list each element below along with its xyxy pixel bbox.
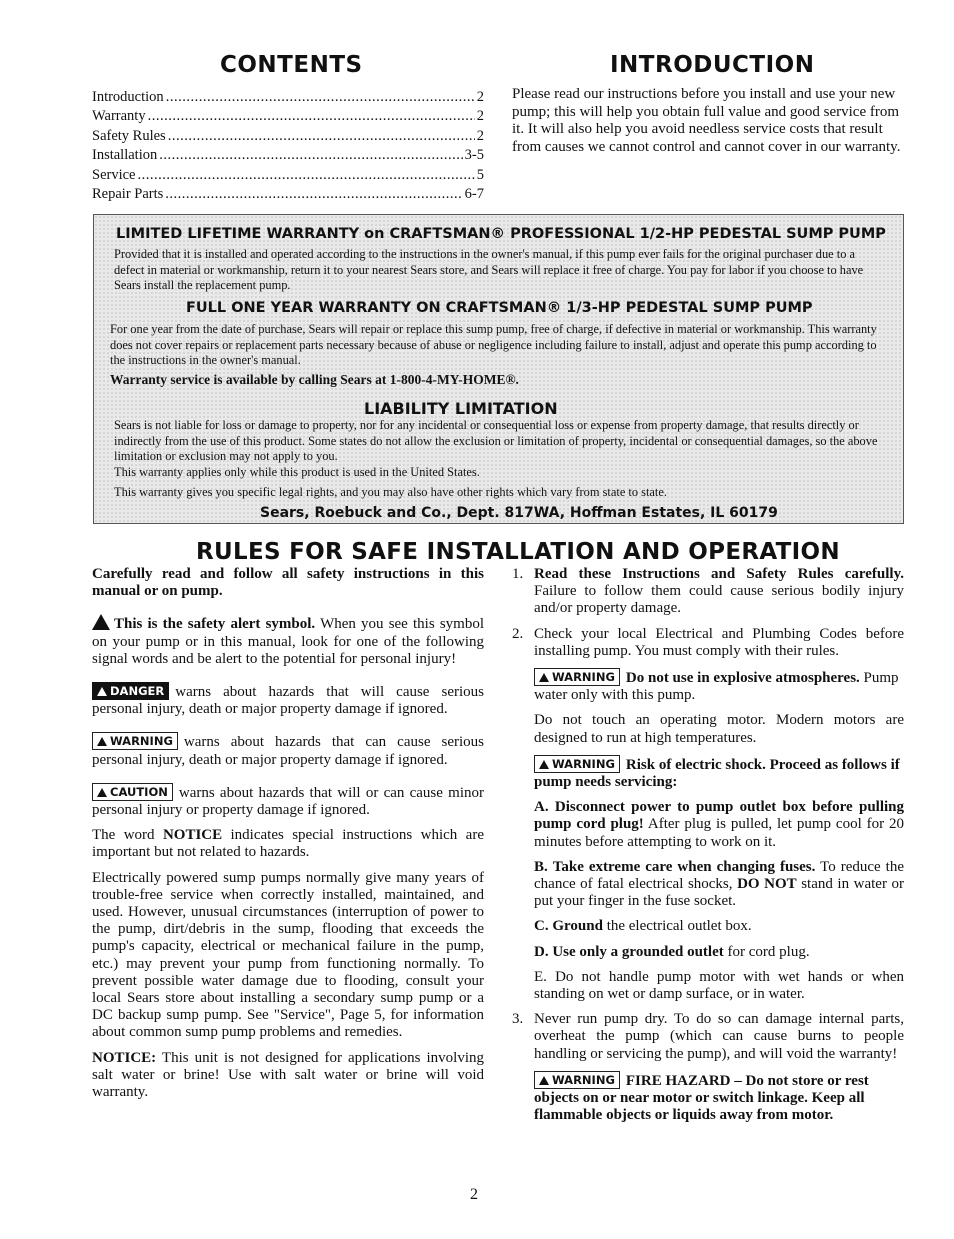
safety-intro: Carefully read and follow all safety instructions in this manual or on pump. — [92, 566, 484, 600]
rule-3: 3. Never run pump dry. To do so can damage internal parts, overheat the pump (which can cause burns to people handling or servicing the pump), and will void the warranty! — [512, 1011, 904, 1062]
motor-warning-text: Do not touch an operating motor. Modern motors are designed to run at high temperatures. — [534, 712, 904, 746]
warning-triangle-icon — [539, 1076, 549, 1085]
us-only-text: This warranty applies only while this product is used in the United States. — [114, 465, 480, 479]
liability-text: Sears is not liable for loss or damage to property, nor for any incidental or consequential loss or expense from property damage, that results directly or indirectly from the use of this product. Some states do not allow the exclusion or limitation of property, incidental or consequential damages, so the above limitation or exclusion may not apply to you. — [114, 418, 878, 464]
toc-entry-introduction: Introduction ..... 2 — [92, 88, 484, 107]
warning-fire-hazard: WARNING FIRE HAZARD – Do not store or rest objects on or near motor or switch linkage. Keep all flammable objects or liquids away from motor. — [534, 1072, 869, 1124]
warning-label: WARNING — [534, 755, 620, 773]
one-year-warranty-heading: FULL ONE YEAR WARRANTY ON CRAFTSMAN® 1/3-HP PEDESTAL SUMP PUMP — [186, 300, 813, 316]
warning-triangle-icon — [539, 673, 549, 682]
warning-explosive: WARNING Do not use in explosive atmospheres. Pump water only with this pump. — [534, 670, 899, 704]
warning-triangle-icon — [97, 737, 107, 746]
rule-1: 1. Read these Instructions and Safety Rules carefully. Failure to follow them could cause serious bodily injury and/or property damage. — [512, 566, 904, 617]
safety-alert-icon — [92, 614, 110, 630]
warning-triangle-icon — [539, 760, 549, 769]
warning-label: WARNING — [92, 732, 178, 750]
warning-label: WARNING — [534, 1071, 620, 1089]
page-number: 2 — [470, 1186, 478, 1203]
introduction-title: INTRODUCTION — [610, 52, 815, 78]
one-year-warranty-text: For one year from the date of purchase, Sears will repair or replace this sump pump, free of charge, if defective in material or workmanship. This warranty does not cover repairs or replacement parts necessary because of abuse or negligence including failure to install, adjust and operate this pump according to the instructions in the owner's manual. — [110, 322, 877, 368]
rules-right-column — [512, 566, 904, 1124]
rules-title: RULES FOR SAFE INSTALLATION AND OPERATION — [196, 539, 840, 565]
lifetime-warranty-text: Provided that it is installed and operated according to the instructions in the owner's manual, if this pump ever fails for the original purchaser due to a defect in material or workmanship, return it to your nearest Sears store, and Sears will replace it free of charge. You pay for labor if you choose to have Sears install the replacement pump. — [114, 247, 864, 293]
legal-rights-text: This warranty gives you specific legal rights, and you may also have other rights which vary from state to state. — [114, 485, 667, 499]
caution-label: CAUTION — [92, 783, 173, 801]
warning-electric-shock: WARNING Risk of electric shock. Proceed as follows if pump needs servicing: — [534, 756, 900, 791]
introduction-text: Please read our instructions before you install and use your new pump; this will help you obtain full value and good service from it. It will also help you avoid needless service costs that result from causes we cannot control and cannot cover in our warranty. — [512, 86, 901, 155]
step-c: C. Ground the electrical outlet box. — [534, 918, 752, 935]
rule-2: 2. Check your local Electrical and Plumbing Codes before installing pump. You must comply with their rules. — [512, 625, 904, 659]
liability-heading: LIABILITY LIMITATION — [364, 399, 558, 418]
toc-entry-safety-rules: Safety Rules ..... 2 — [92, 127, 484, 146]
warning-triangle-icon — [97, 687, 107, 696]
warning-label: WARNING — [534, 668, 620, 686]
toc-entry-warranty: Warranty ..... 2 — [92, 107, 484, 126]
toc-entry-repair-parts: Repair Parts ..... 6-7 — [92, 185, 484, 204]
step-a: A. Disconnect power to pump outlet box before pulling pump cord plug! After plug is pulled, let pump cool for 20 minutes before attempting to work on it. — [534, 799, 905, 850]
contents-title: CONTENTS — [220, 52, 363, 78]
notice-salt-paragraph: NOTICE: This unit is not designed for applications involving salt water or brine! Use with salt water or brine will void warranty. — [92, 1049, 484, 1101]
toc-entry-service: Service ..... 5 — [92, 166, 484, 185]
lifetime-warranty-heading: LIMITED LIFETIME WARRANTY on CRAFTSMAN® PROFESSIONAL 1/2-HP PEDESTAL SUMP PUMP — [116, 226, 886, 242]
warning-triangle-icon — [97, 788, 107, 797]
table-of-contents — [92, 88, 484, 204]
warranty-service-line: Warranty service is available by calling Sears at 1-800-4-MY-HOME®. — [110, 372, 519, 387]
step-e: E. Do not handle pump motor with wet hands or when standing on wet or damp surface, or in water. — [534, 968, 905, 1003]
caution-paragraph: CAUTION warns about hazards that will or can cause minor personal injury or property damage if ignored. — [92, 784, 484, 819]
danger-paragraph: DANGER warns about hazards that will cause serious personal injury, death or major property damage if ignored. — [92, 684, 484, 718]
step-b: B. Take extreme care when changing fuses. To reduce the chance of fatal electrical shocks, DO NOT stand in water or put your finger in the fuse socket. — [534, 858, 904, 910]
rules-left-column — [92, 566, 484, 1109]
sears-address: Sears, Roebuck and Co., Dept. 817WA, Hoffman Estates, IL 60179 — [260, 505, 778, 521]
step-d: D. Use only a grounded outlet for cord plug. — [534, 943, 810, 960]
warning-paragraph: WARNING warns about hazards that can cause serious personal injury, death or major property damage if ignored. — [92, 734, 484, 768]
safety-alert-paragraph: This is the safety alert symbol. When you see this symbol on your pump or in this manual, look for one of the following signal words and be alert to the potential for personal injury! — [92, 616, 484, 667]
electric-paragraph: Electrically powered sump pumps normally give many years of trouble-free service when correctly installed, maintained, and used. However, unusual circumstances (interruption of power to the pump, dirt/debris in the sump, flooding that exceeds the pump's capacity, electrical or mechanical failure in the pump, etc.) may prevent your pump from functioning normally. To prevent possible water damage due to flooding, consult your local Sears store about installing a secondary sump pump or a DC backup sump pump. See "Service", Page 5, for information about common sump pump problems and remedies. — [92, 869, 484, 1041]
danger-label: DANGER — [92, 682, 169, 700]
toc-entry-installation: Installation ..... 3-5 — [92, 146, 484, 165]
notice-paragraph: The word NOTICE indicates special instructions which are important but not related to hazards. — [92, 827, 484, 861]
warranty-box — [93, 214, 904, 524]
